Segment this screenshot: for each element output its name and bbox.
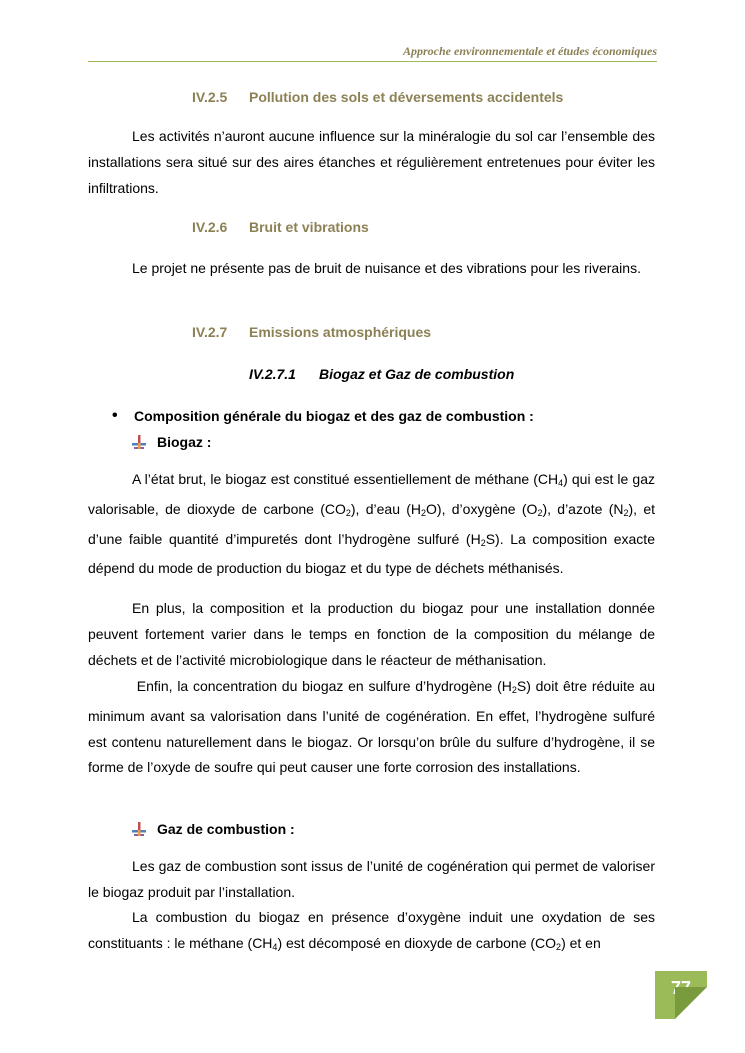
- paragraph-biogas-composition: A l’état brut, le biogaz est constitué essentiellement de méthane $(CH_4)$ qui est le gaz valorisable, de dioxyde de carbone $(CO_2)$, d’eau $(H_2O)$, d’oxygène $(O_2)$, d’azote $(N_2)$, et d’une faible quantité d’impuretés dont l’hydrogène sulfuré $(H_2S)$. La composition exacte dépend du mode de production du biogaz et du type de déchets méthanisés.: [88, 471, 656, 577]
- bullet-dot-icon: •: [112, 407, 118, 424]
- bullet-text: Composition générale du biogaz et des gaz de combustion :: [134, 408, 534, 424]
- section-number: IV.2.7: [192, 324, 228, 340]
- paragraph-noise: Le projet ne présente pas de bruit de nuisance et des vibrations pour les riverains.: [132, 260, 641, 276]
- section-heading-iv-2-7: [192, 324, 431, 340]
- subsection-heading-iv-2-7-1: [249, 366, 514, 382]
- page-number: 77: [670, 978, 692, 998]
- sub-bullet-text: Biogaz :: [157, 434, 212, 450]
- section-title: Emissions atmosphériques: [249, 324, 432, 340]
- section-number: IV.2.5: [192, 89, 228, 105]
- paragraph-combustion-gas: Les gaz de combustion sont issus de l’unité de cogénération qui permet de valoriser le biogaz produit par l’installation.: [88, 858, 655, 900]
- section-number: IV.2.6: [192, 219, 228, 235]
- header-title: Approche environnementale et études économiques: [403, 44, 657, 58]
- bullet-composition: [112, 407, 534, 424]
- page-fold-corner: [675, 987, 707, 1019]
- section-title: Pollution des sols et déversements accidentels: [249, 89, 564, 105]
- sub-bullet-gaz-combustion: [157, 821, 295, 837]
- paragraph-combustion-oxidation: La combustion du biogaz en présence d’oxygène induit une oxydation de ses constituants : le méthane $(CH_4)$ est décomposé en dioxyde de carbone $(CO_2)$ et en: [88, 909, 655, 952]
- running-header: [88, 44, 657, 62]
- paragraph-h2s: Enfin, la concentration du biogaz en sulfure d’hydrogène $(H_2S)$ doit être réduite au minimum avant sa valorisation dans l’unité de cogénération. En effet, l’hydrogène sulfuré est contenu naturellement dans le biogaz. Or lorsqu’on brûle du sulfure d’hydrogène, il se forme de l’oxyde de soufre qui peut causer une forte corrosion des installations.: [88, 678, 655, 776]
- sub-bullet-text: Gaz de combustion :: [157, 821, 295, 837]
- section-heading-iv-2-5: [192, 89, 563, 105]
- paragraph-soil: Les activités n’auront aucune influence sur la minéralogie du sol car l’ensemble des installations sera situé sur des aires étanches et régulièrement entretenues pour éviter les infiltrations.: [88, 128, 655, 196]
- subsection-number: IV.2.7.1: [249, 366, 296, 382]
- colored-plus-bullet-icon: [131, 434, 147, 450]
- section-heading-iv-2-6: [192, 219, 369, 235]
- colored-plus-bullet-icon: [131, 821, 147, 837]
- subsection-title: Biogaz et Gaz de combustion: [319, 366, 515, 382]
- section-title: Bruit et vibrations: [249, 219, 369, 235]
- page-number-badge: [655, 971, 707, 1019]
- paragraph-biogas-variation: En plus, la composition et la production du biogaz pour une installation donnée peuvent fortement varier dans le temps en fonction de la composition du mélange de déchets et de l’activité microbiologique dans le réacteur de méthanisation.: [88, 600, 655, 668]
- sub-bullet-biogaz: [157, 434, 211, 450]
